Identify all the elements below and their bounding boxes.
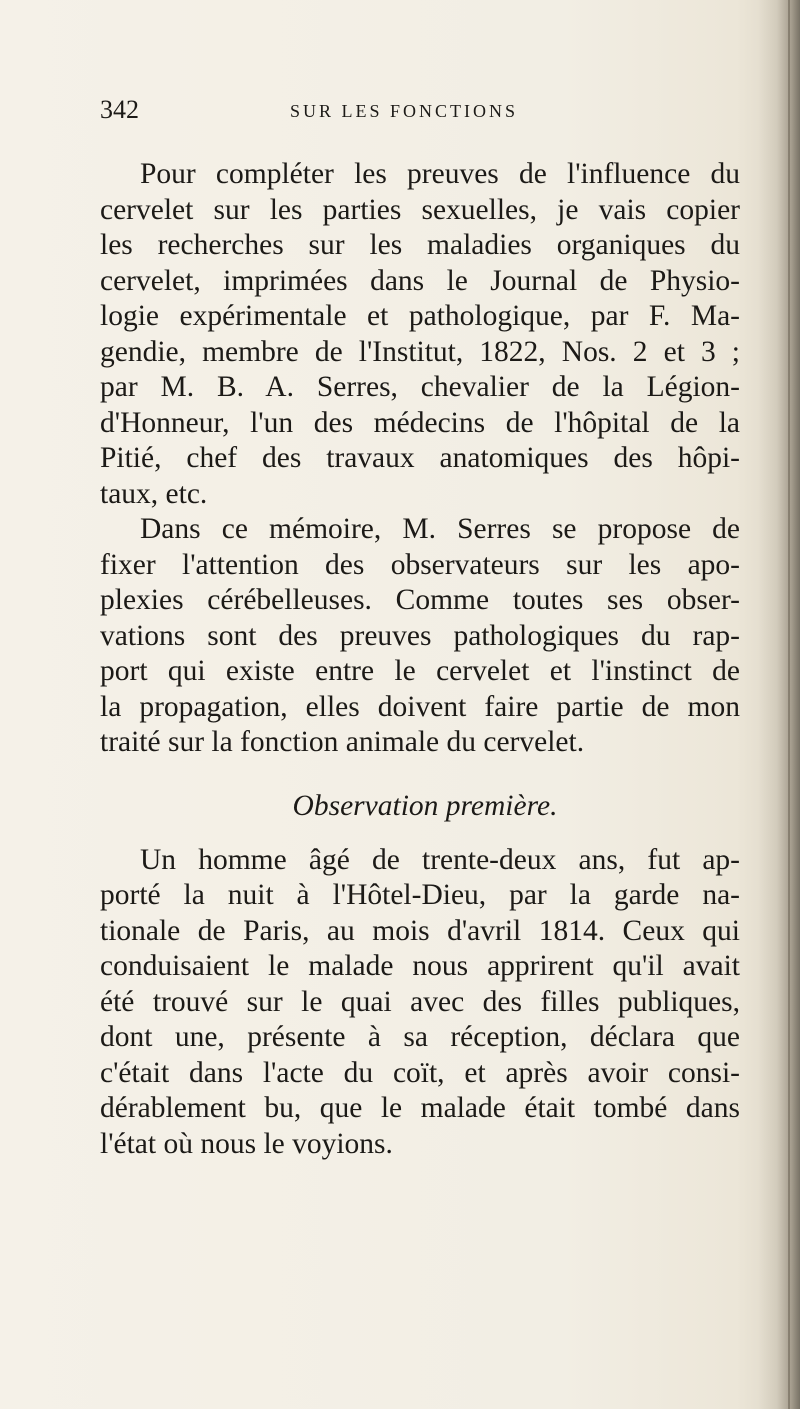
text-line: par M. B. A. Serres, chevalier de la Légion- [100,371,740,403]
text-line: dont une, présente à sa réception, déclara que [100,1021,740,1053]
text-line: Pitié, chef des travaux anatomiques des hôpi- [100,442,740,474]
text-line: les recherches sur les maladies organiques du [100,229,740,261]
text-line: port qui existe entre le cervelet et l'instinct de [100,655,740,687]
page-edge-shadow [758,0,800,1409]
text-line: dérablement bu, que le malade était tombé dans [100,1092,740,1124]
page-number: 342 [100,95,139,124]
spacer [100,761,740,786]
page-header [100,92,740,128]
text-line: la propagation, elles doivent faire partie de mon [100,690,740,723]
text-line: gendie, membre de l'Institut, 1822, Nos. 2 et 3 ; [100,335,740,368]
section-heading: Observation première. [292,789,558,822]
text-line: l'état où nous le voyions. [100,1127,393,1160]
text-line: taux, etc. [100,477,208,510]
text-line: fixer l'attention des observateurs sur les apo- [100,548,740,581]
text-line: c'était dans l'acte du coït, et après avoir consi- [100,1056,740,1089]
text-line: plexies cérébelleuses. Comme toutes ses obser- [100,584,740,616]
text-line: Pour compléter les preuves de l'influence du [140,158,740,190]
text-line: cervelet, imprimées dans le Journal de Physio- [100,264,740,297]
text-line: été trouvé sur le quai avec des filles publiques, [100,985,740,1018]
spacer [100,826,740,843]
text-line: vations sont des preuves pathologiques du rap- [100,619,740,652]
text-line: Un homme âgé de trente-deux ans, fut ap- [140,843,740,876]
text-line: cervelet sur les parties sexuelles, je vais copier [100,193,740,226]
page-edge-line [788,0,790,1409]
text-line: traité sur la fonction animale du cervelet. [100,726,585,758]
text-line: tionale de Paris, au mois d'avril 1814. Ceux qui [100,914,740,947]
body-text [100,157,740,1162]
text-line: Dans ce mémoire, M. Serres se propose de [140,513,740,545]
running-title: SUR LES FONCTIONS [290,101,519,121]
text-line: d'Honneur, l'un des médecins de l'hôpital de la [100,406,740,439]
text-line: logie expérimentale et pathologique, par F. Ma- [100,300,740,332]
text-line: conduisaient le malade nous apprirent qu'il avait [100,950,740,982]
text-line: porté la nuit à l'Hôtel-Dieu, par la garde na- [100,879,740,911]
